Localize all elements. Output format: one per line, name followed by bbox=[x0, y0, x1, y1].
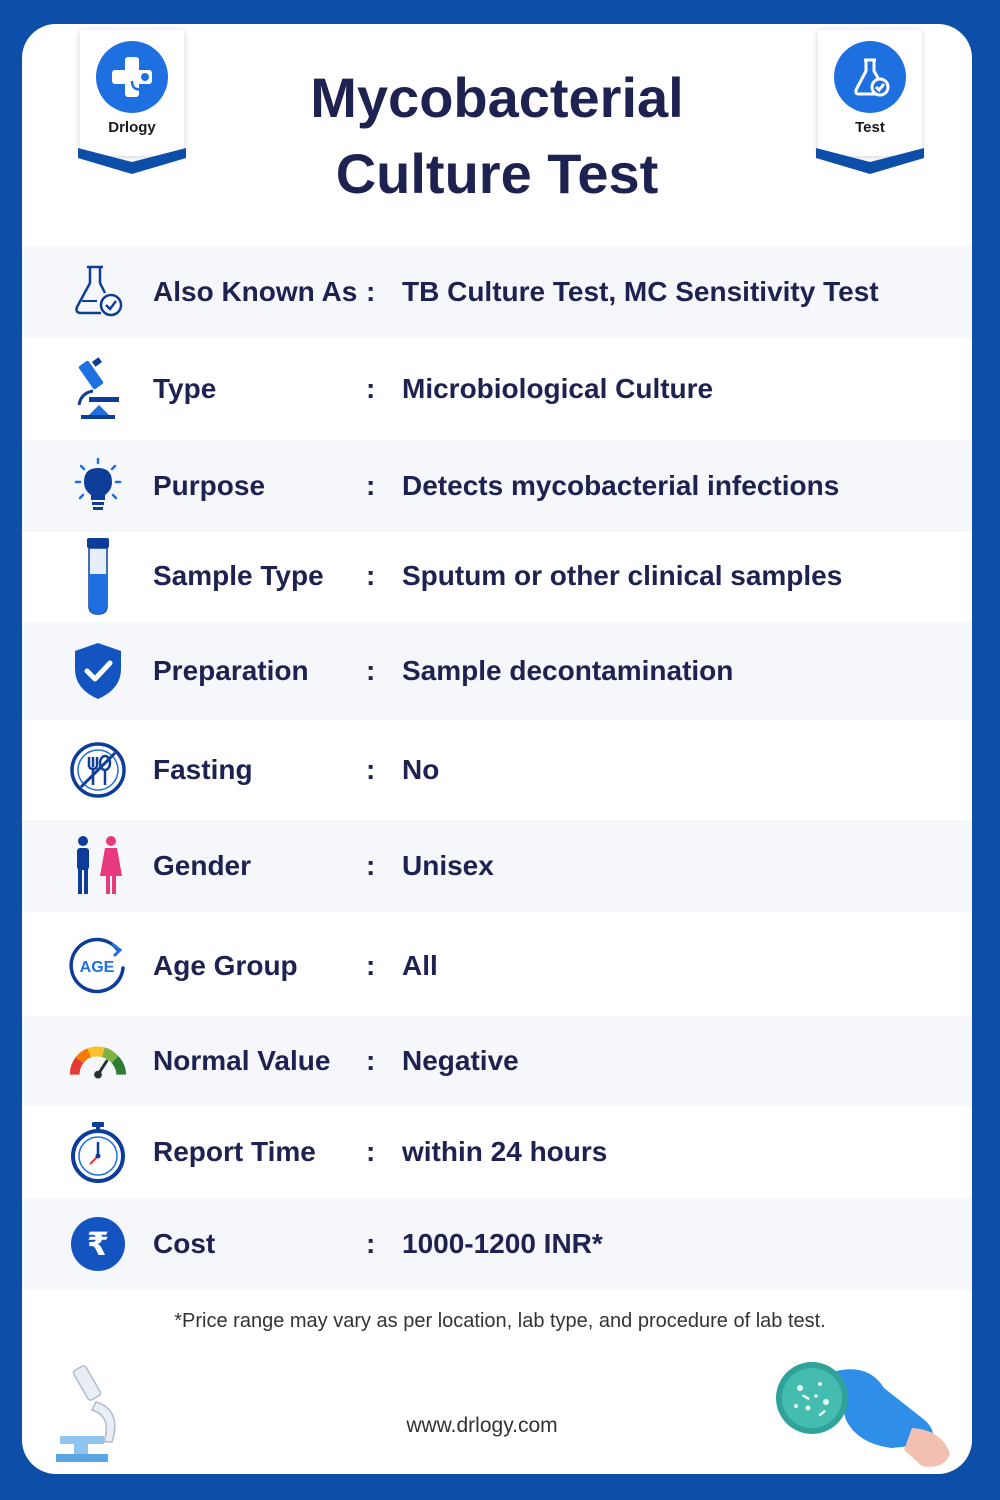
row-colon: : bbox=[366, 950, 376, 981]
row-colon: : bbox=[366, 276, 376, 307]
gauge-icon bbox=[66, 1029, 130, 1093]
row-label: Normal Value bbox=[153, 1045, 331, 1076]
info-row-cost bbox=[22, 1198, 972, 1290]
row-label: Sample Type bbox=[153, 560, 324, 591]
info-row-purpose bbox=[22, 440, 972, 532]
row-value: All bbox=[402, 950, 438, 981]
petri-dish-glove-icon bbox=[772, 1358, 962, 1474]
test-badge bbox=[818, 30, 922, 156]
row-colon: : bbox=[366, 373, 376, 404]
info-row-type bbox=[22, 342, 972, 436]
test-tube-icon bbox=[66, 534, 130, 618]
male-female-icon bbox=[66, 834, 130, 898]
info-row-sample-type bbox=[22, 534, 972, 618]
rupee-icon bbox=[66, 1212, 130, 1276]
age-icon-text: AGE bbox=[79, 959, 115, 976]
row-value: TB Culture Test, MC Sensitivity Test bbox=[402, 276, 879, 307]
title-line-2: Culture Test bbox=[335, 142, 659, 205]
age-icon bbox=[66, 934, 130, 998]
row-colon: : bbox=[366, 655, 376, 686]
row-label: Age Group bbox=[153, 950, 298, 981]
row-label: Also Known As bbox=[153, 276, 358, 307]
info-card bbox=[22, 24, 972, 1474]
rupee-symbol: ₹ bbox=[86, 1225, 110, 1263]
badge-ribbon bbox=[816, 148, 924, 178]
website-url: www.drlogy.com bbox=[406, 1414, 558, 1437]
row-label: Gender bbox=[153, 850, 252, 881]
badge-label: Drlogy bbox=[108, 119, 156, 136]
row-colon: : bbox=[366, 1228, 376, 1259]
row-value: 1000-1200 INR* bbox=[402, 1228, 603, 1259]
microscope-icon bbox=[46, 1362, 126, 1466]
row-colon: : bbox=[366, 470, 376, 501]
info-row-gender bbox=[22, 820, 972, 912]
row-colon: : bbox=[366, 560, 376, 591]
stopwatch-icon bbox=[66, 1120, 130, 1184]
info-row-also-known-as bbox=[22, 246, 972, 338]
row-label: Report Time bbox=[153, 1136, 316, 1167]
title-line-1: Mycobacterial bbox=[310, 66, 684, 129]
info-row-age-group bbox=[22, 918, 972, 1014]
row-value: No bbox=[402, 754, 440, 785]
row-colon: : bbox=[366, 1136, 376, 1167]
info-row-report-time bbox=[22, 1106, 972, 1198]
shield-check-icon bbox=[66, 639, 130, 703]
info-row-preparation bbox=[22, 622, 972, 720]
row-value: Unisex bbox=[402, 850, 494, 881]
badge-label: Test bbox=[855, 119, 885, 136]
row-value: within 24 hours bbox=[402, 1136, 608, 1167]
row-label: Type bbox=[153, 373, 217, 404]
row-value: Negative bbox=[402, 1045, 519, 1076]
flask-check-icon bbox=[834, 41, 906, 113]
row-value: Detects mycobacterial infections bbox=[402, 470, 840, 501]
row-value: Sample decontamination bbox=[402, 655, 734, 686]
doctor-stethoscope-icon bbox=[96, 41, 168, 113]
lightbulb-icon bbox=[66, 454, 130, 518]
row-colon: : bbox=[366, 1045, 376, 1076]
row-colon: : bbox=[366, 850, 376, 881]
info-row-normal-value bbox=[22, 1016, 972, 1106]
row-colon: : bbox=[366, 754, 376, 785]
row-value: Sputum or other clinical samples bbox=[402, 560, 843, 591]
row-label: Preparation bbox=[153, 655, 309, 686]
page-title bbox=[222, 60, 772, 212]
price-disclaimer: *Price range may vary as per location, lab type, and procedure of lab test. bbox=[174, 1310, 826, 1332]
microscope-icon bbox=[66, 357, 130, 421]
info-row-fasting bbox=[22, 722, 972, 818]
drlogy-badge bbox=[80, 30, 184, 156]
badge-ribbon bbox=[78, 148, 186, 178]
row-value: Microbiological Culture bbox=[402, 373, 714, 404]
row-label: Fasting bbox=[153, 754, 253, 785]
no-food-icon bbox=[66, 738, 130, 802]
row-label: Cost bbox=[153, 1228, 216, 1259]
flask-check-icon bbox=[66, 260, 130, 324]
row-label: Purpose bbox=[153, 470, 266, 501]
